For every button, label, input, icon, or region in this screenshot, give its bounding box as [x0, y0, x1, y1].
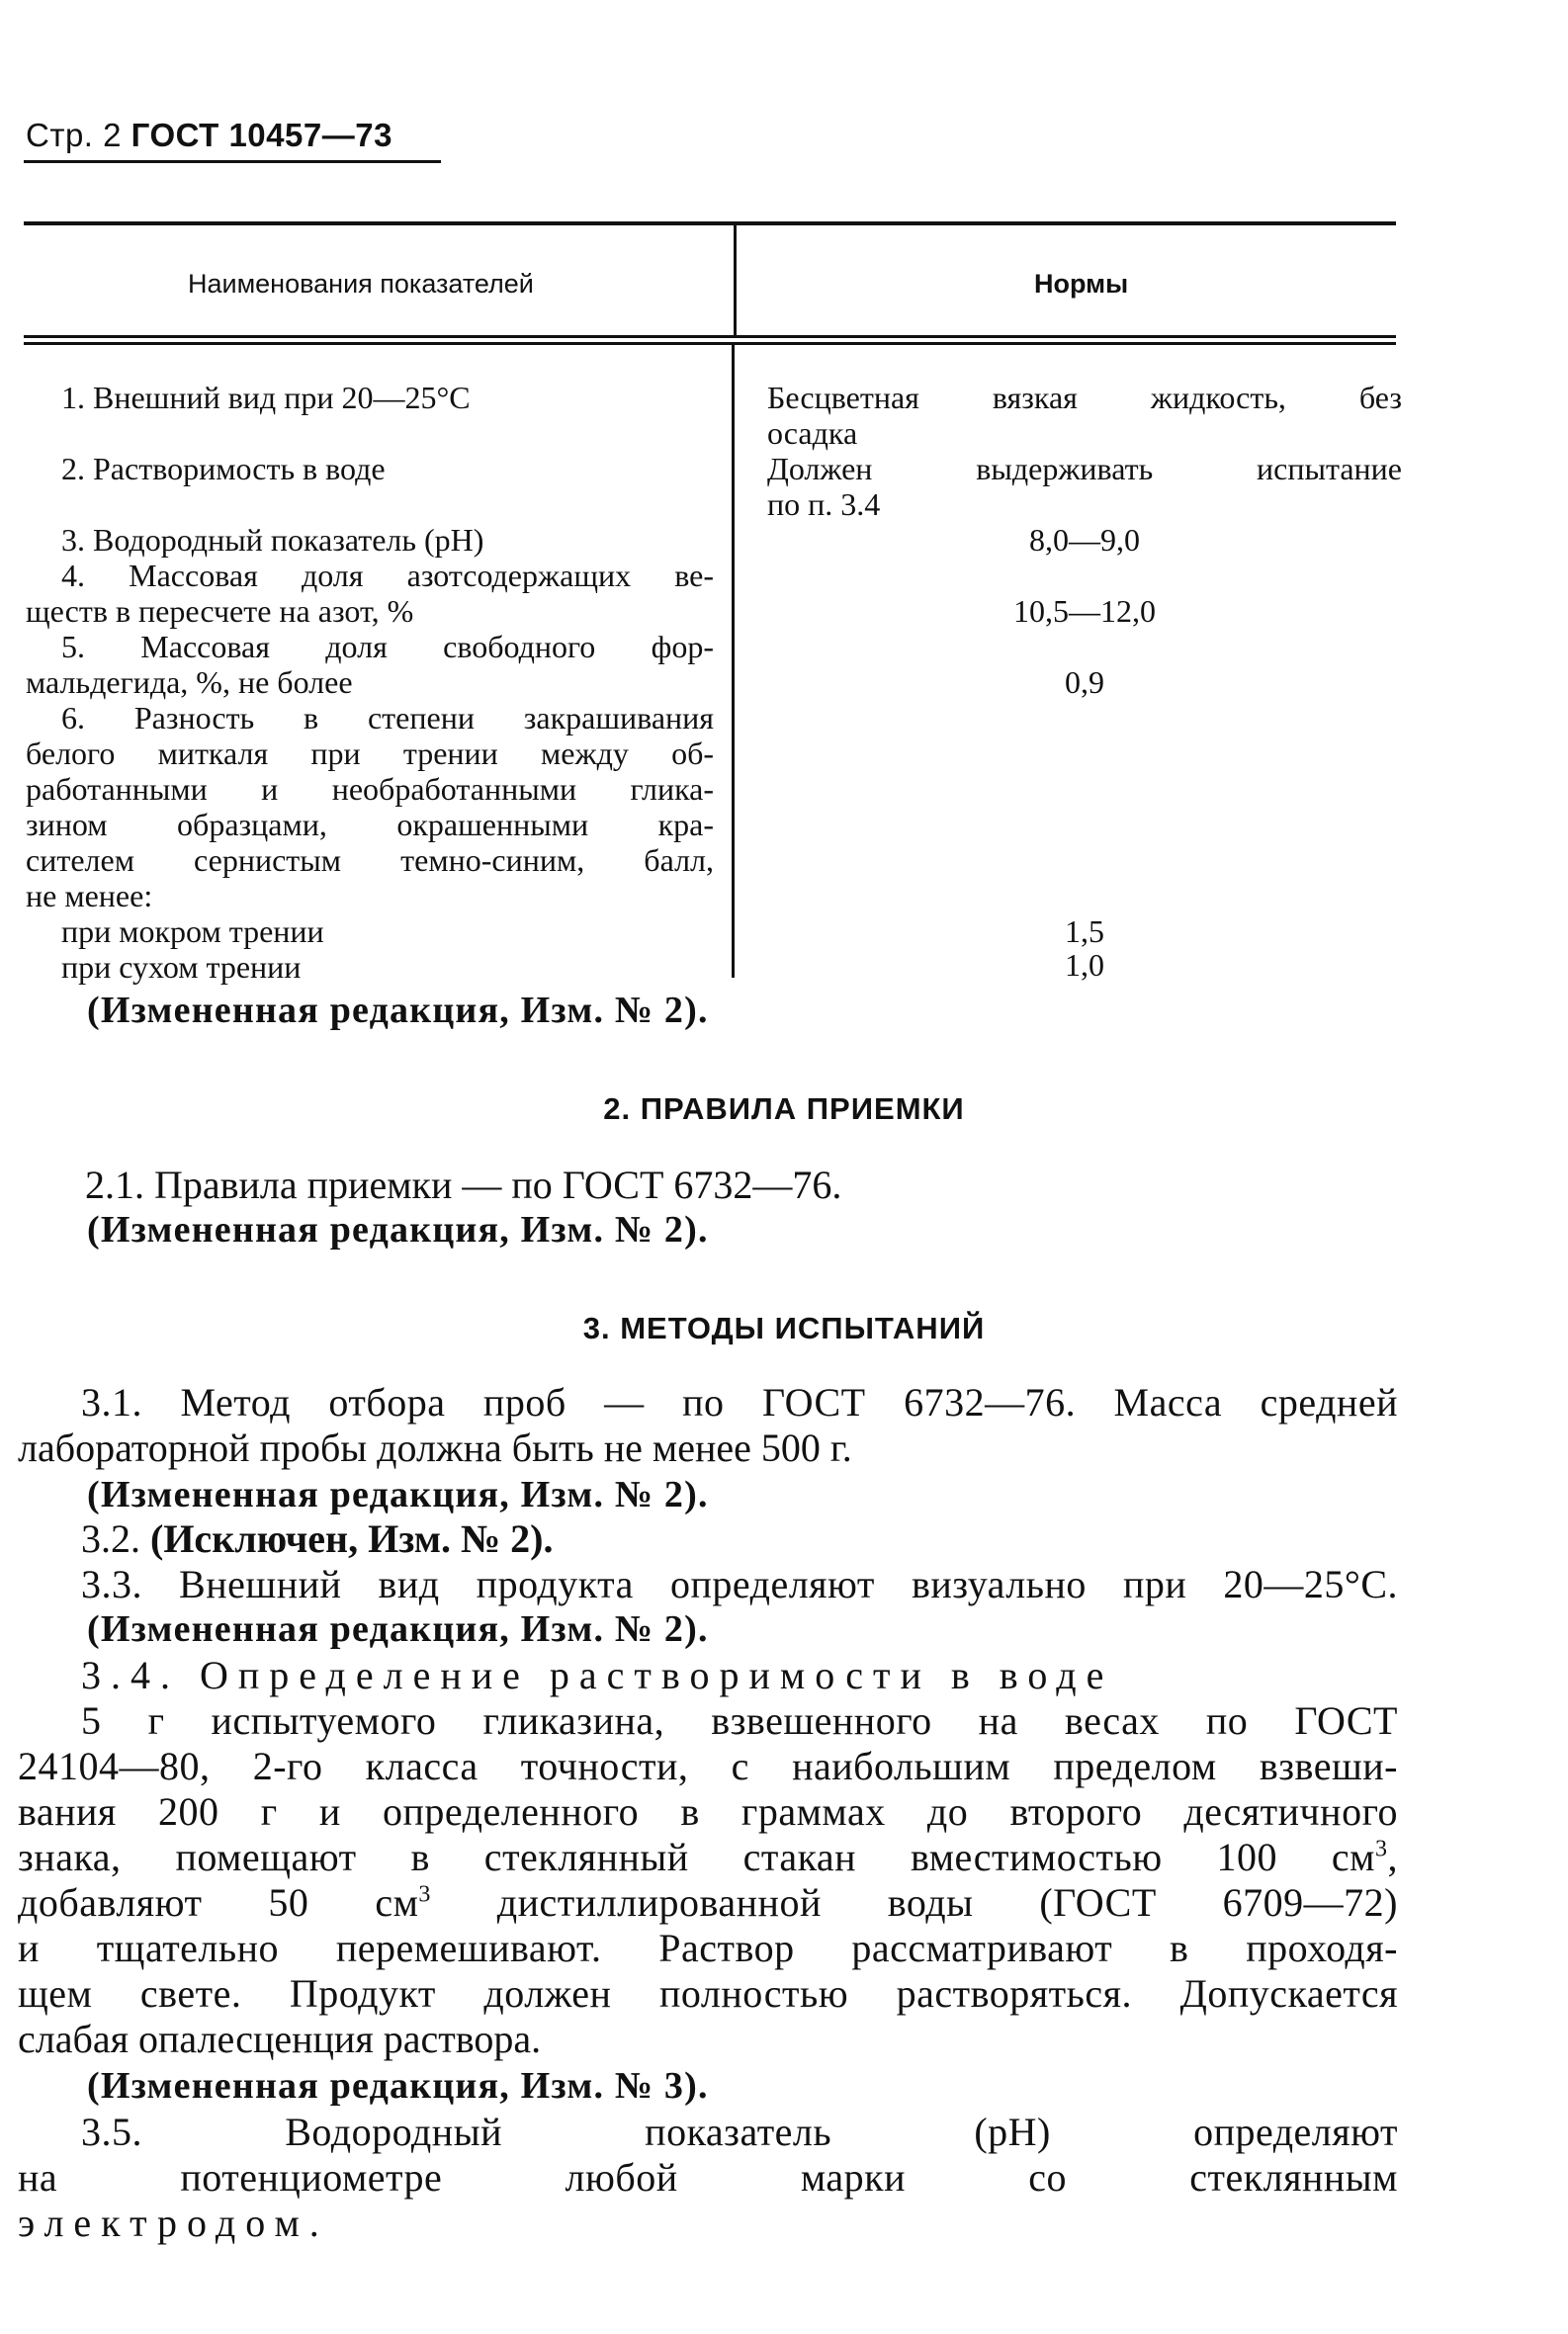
header-underline [24, 160, 441, 163]
table-row-name: 6. Разность в степени закрашивания белого миткаля при трении между об- работанными и необработанными глика- зином образцами, окрашенными кра- сителем сернистым темно-синим, балл, не менее: при мокром трении при сухом трении [26, 700, 714, 985]
dry-rubbing-label: при сухом трении [61, 949, 302, 985]
p31-amendment-note: (Измененная редакция, Изм. № 2). [87, 1474, 709, 1515]
table-column-divider [732, 345, 735, 978]
section2-amendment-note: (Измененная редакция, Изм. № 2). [87, 1209, 709, 1251]
paragraph-3-3: 3.3. Внешний вид продукта определяют визуально при 20—25°С. [81, 1562, 1398, 1606]
section-title-test-methods: 3. МЕТОДЫ ИСПЫТАНИЙ [582, 1311, 986, 1345]
paragraph-3-4: 5 г испытуемого гликазина, взвешенного на весах по ГОСТ 24104—80, 2-го класса точности, с наибольшим пределом взвеши- вания 200 г и определенного в граммах до второго десятичного знака, помещают в стеклянный стакан вместимостью 100 $см^3$, добавляют 50 $см^3$ дистиллированной воды (ГОСТ 6709—72) и тщательно перемешивают. Раствор рассматривают в проходя- щем свете. Продукт должен полностью растворяться. Допускается слабая опалесценция раствора. [18, 1698, 1398, 2061]
dry-rubbing-norm: 1,0 [1065, 947, 1104, 983]
wet-rubbing-norm: 1,5 [1065, 913, 1104, 949]
table-row-norm: Должен выдерживать испытание по п. 3.4 [767, 451, 1402, 522]
table-row-name: 3. Водородный показатель (рН) [61, 522, 484, 558]
column-header-indicators: Наименования показателей [188, 269, 534, 299]
page-header [26, 117, 392, 154]
paragraph-3-5: 3.5. Водородный показатель (рН) определяют на потенциометре любой марки со стеклянным электродом. [18, 2110, 1398, 2245]
table-header-rule [24, 335, 1396, 338]
table-row-norm: 10,5—12,0 [1013, 593, 1156, 629]
table-row-name: 1. Внешний вид при 20—25°С [61, 380, 471, 415]
table-row-name: 4. Массовая доля азотсодержащих ве- ществ в пересчете на азот, % [26, 558, 714, 629]
table-row-name: 2. Растворимость в воде [61, 451, 386, 486]
section-title-acceptance: 2. ПРАВИЛА ПРИЕМКИ [603, 1091, 965, 1126]
table-header-divider [734, 225, 737, 336]
table-amendment-note: (Измененная редакция, Изм. № 2). [87, 990, 709, 1031]
table-row-norm: Бесцветная вязкая жидкость, без осадка [767, 380, 1402, 451]
table-row-name: 5. Массовая доля свободного фор- мальдегида, %, не более [26, 629, 714, 700]
table-row-norm: 0,9 [1065, 664, 1104, 700]
paragraph-2-1: 2.1. Правила приемки — по ГОСТ 6732—76. [85, 1163, 842, 1207]
paragraph-3-2: 3.2. (Исключен, Изм. № 2). [81, 1516, 554, 1561]
table-header-rule-double [24, 342, 1396, 345]
paragraph-3-4-title: 3.4. Определение растворимости в воде [81, 1653, 1114, 1697]
column-header-norms: Нормы [1034, 269, 1129, 299]
page-number: Стр. 2 [26, 117, 122, 153]
paragraph-3-1: 3.1. Метод отбора проб — по ГОСТ 6732—76. Масса средней лабораторной пробы должна быть не менее 500 г. [18, 1380, 1398, 1470]
table-top-rule [24, 221, 1396, 225]
wet-rubbing-label: при мокром трении [61, 913, 324, 949]
table-row-norm: 8,0—9,0 [1029, 522, 1140, 558]
p34-amendment-note: (Измененная редакция, Изм. № 3). [87, 2065, 709, 2107]
standard-code: ГОСТ 10457—73 [131, 117, 392, 153]
p33-amendment-note: (Измененная редакция, Изм. № 2). [87, 1608, 709, 1650]
